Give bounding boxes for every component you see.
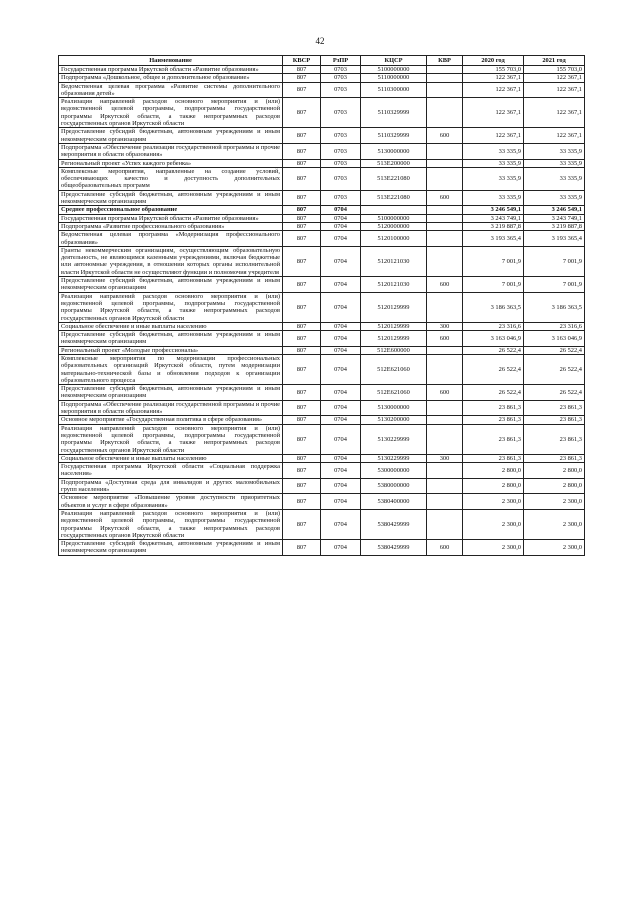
cell-y2021: 33 335,9 (524, 159, 585, 167)
cell-kcsr: 5120129999 (361, 292, 427, 322)
cell-y2021: 26 522,4 (524, 354, 585, 384)
cell-y2021: 23 861,3 (524, 454, 585, 462)
cell-kvsr: 807 (283, 277, 321, 293)
cell-rzpr: 0704 (321, 277, 361, 293)
cell-kcsr: 5380000000 (361, 478, 427, 494)
cell-kcsr: 5380429999 (361, 509, 427, 539)
cell-kvr (427, 424, 463, 454)
cell-kvsr: 807 (283, 167, 321, 190)
cell-kvsr: 807 (283, 354, 321, 384)
cell-rzpr: 0704 (321, 400, 361, 416)
cell-y2020: 122 367,1 (463, 98, 524, 128)
cell-y2021: 2 300,0 (524, 509, 585, 539)
cell-kcsr: 5300000000 (361, 463, 427, 479)
cell-kvr: 600 (427, 128, 463, 144)
cell-kvr: 300 (427, 454, 463, 462)
cell-kcsr: 512E621060 (361, 385, 427, 401)
cell-kvsr: 807 (283, 66, 321, 74)
cell-kvr (427, 206, 463, 214)
cell-y2020: 33 335,9 (463, 159, 524, 167)
cell-y2021: 155 703,0 (524, 66, 585, 74)
cell-kvr (427, 292, 463, 322)
cell-y2020: 3 246 549,1 (463, 206, 524, 214)
cell-kvsr: 807 (283, 385, 321, 401)
cell-kvr (427, 231, 463, 247)
header-kvr: КВР (427, 56, 463, 66)
cell-rzpr: 0703 (321, 66, 361, 74)
cell-name: Предоставление субсидий бюджетным, автономным учреждениям и иным некоммерческим организациям (59, 128, 283, 144)
cell-y2020: 33 335,9 (463, 167, 524, 190)
cell-y2020: 3 163 046,9 (463, 331, 524, 347)
cell-rzpr: 0703 (321, 167, 361, 190)
cell-rzpr: 0704 (321, 246, 361, 276)
cell-kvr (427, 143, 463, 159)
table-row (59, 167, 585, 190)
table-row (59, 509, 585, 539)
cell-kcsr: 513E221080 (361, 190, 427, 206)
cell-kcsr: 5110000000 (361, 74, 427, 82)
cell-kvsr: 807 (283, 322, 321, 330)
cell-kcsr: 513E200000 (361, 159, 427, 167)
cell-rzpr: 0704 (321, 331, 361, 347)
cell-name: Предоставление субсидий бюджетным, автономным учреждениям и иным некоммерческим организациям (59, 540, 283, 556)
cell-kvsr: 807 (283, 246, 321, 276)
table-header (59, 56, 585, 66)
cell-name: Основное мероприятие «Повышение уровня доступности приоритетных объектов и услуг в сфере образования» (59, 494, 283, 510)
cell-kcsr: 5380429999 (361, 540, 427, 556)
cell-rzpr: 0703 (321, 98, 361, 128)
cell-kcsr: 5120129999 (361, 322, 427, 330)
cell-kvr: 600 (427, 385, 463, 401)
cell-name: Региональный проект «Молодые профессионалы» (59, 346, 283, 354)
cell-y2020: 23 861,3 (463, 416, 524, 424)
cell-name: Среднее профессиональное образование (59, 206, 283, 214)
table-row (59, 424, 585, 454)
cell-y2021: 3 219 887,8 (524, 222, 585, 230)
cell-rzpr: 0704 (321, 354, 361, 384)
cell-kcsr: 5130000000 (361, 400, 427, 416)
cell-rzpr: 0704 (321, 509, 361, 539)
header-kvsr: КВСР (283, 56, 321, 66)
cell-rzpr: 0704 (321, 206, 361, 214)
cell-y2021: 2 300,0 (524, 540, 585, 556)
table-row (59, 494, 585, 510)
cell-name: Предоставление субсидий бюджетным, автономным учреждениям и иным некоммерческим организациям (59, 190, 283, 206)
cell-kvsr: 807 (283, 346, 321, 354)
cell-y2020: 23 316,6 (463, 322, 524, 330)
cell-y2021: 2 300,0 (524, 494, 585, 510)
cell-rzpr: 0704 (321, 346, 361, 354)
cell-kvsr: 807 (283, 222, 321, 230)
page-number: 42 (315, 36, 325, 46)
cell-y2020: 2 800,0 (463, 463, 524, 479)
cell-y2020: 7 001,9 (463, 277, 524, 293)
cell-kvsr: 807 (283, 143, 321, 159)
table-row (59, 354, 585, 384)
cell-name: Региональный проект «Успех каждого ребенка» (59, 159, 283, 167)
table-row (59, 540, 585, 556)
cell-rzpr: 0703 (321, 143, 361, 159)
cell-rzpr: 0703 (321, 74, 361, 82)
table-row (59, 463, 585, 479)
cell-rzpr: 0704 (321, 385, 361, 401)
cell-y2020: 2 300,0 (463, 540, 524, 556)
cell-rzpr: 0704 (321, 222, 361, 230)
cell-name: Предоставление субсидий бюджетным, автономным учреждениям и иным некоммерческим организациям (59, 331, 283, 347)
cell-y2021: 26 522,4 (524, 385, 585, 401)
cell-kvr (427, 416, 463, 424)
cell-kcsr: 5380400000 (361, 494, 427, 510)
cell-kcsr (361, 206, 427, 214)
cell-kvr (427, 82, 463, 98)
table-row (59, 159, 585, 167)
cell-y2021: 7 001,9 (524, 246, 585, 276)
cell-name: Реализация направлений расходов основного мероприятия и (или) ведомственной целевой программы, подпрограммы государственной программы Иркутской области, а также непрограммных расходов государственных органов Иркутской области (59, 98, 283, 128)
cell-name: Ведомственная целевая программа «Модернизация профессионального образования» (59, 231, 283, 247)
cell-y2020: 2 800,0 (463, 478, 524, 494)
cell-kvsr: 807 (283, 494, 321, 510)
cell-name: Государственная программа Иркутской области «Развитие образования» (59, 214, 283, 222)
cell-kvsr: 807 (283, 128, 321, 144)
cell-y2021: 3 246 549,1 (524, 206, 585, 214)
cell-name: Предоставление субсидий бюджетным, автономным учреждениям и иным некоммерческим организациям (59, 277, 283, 293)
cell-kvsr: 807 (283, 331, 321, 347)
cell-kvsr: 807 (283, 540, 321, 556)
cell-y2020: 2 300,0 (463, 509, 524, 539)
cell-kcsr: 5120129999 (361, 331, 427, 347)
cell-kvsr: 807 (283, 214, 321, 222)
cell-name: Гранты некоммерческим организациям, осуществляющим образовательную деятельность, не являющимся казенными учреждениями, включая бюджетные или автономные учреждения, в отношении которых органы исполнительной власти Иркутской области не осуществляют функции и полномочия учредителя (59, 246, 283, 276)
cell-kcsr: 5120121030 (361, 246, 427, 276)
cell-y2020: 3 193 365,4 (463, 231, 524, 247)
cell-kvsr: 807 (283, 509, 321, 539)
cell-kvsr: 807 (283, 400, 321, 416)
cell-y2021: 3 186 363,5 (524, 292, 585, 322)
cell-rzpr: 0704 (321, 540, 361, 556)
cell-y2021: 3 193 365,4 (524, 231, 585, 247)
cell-y2021: 33 335,9 (524, 143, 585, 159)
cell-name: Социальное обеспечение и иные выплаты населению (59, 322, 283, 330)
cell-kvsr: 807 (283, 82, 321, 98)
cell-kvr (427, 246, 463, 276)
cell-kcsr: 513E221080 (361, 167, 427, 190)
table-row (59, 231, 585, 247)
table-row (59, 292, 585, 322)
cell-name: Реализация направлений расходов основного мероприятия и (или) ведомственной целевой программы, подпрограммы государственной программы Иркутской области, а также непрограммных расходов государственных органов Иркутской области (59, 509, 283, 539)
header-2021: 2021 год (524, 56, 585, 66)
cell-kvr (427, 214, 463, 222)
cell-y2021: 23 861,3 (524, 400, 585, 416)
cell-name: Реализация направлений расходов основного мероприятия и (или) ведомственной целевой программы, подпрограммы государственной программы Иркутской области, а также непрограммных расходов государственных органов Иркутской области (59, 292, 283, 322)
cell-kvr: 300 (427, 322, 463, 330)
header-row (59, 56, 585, 66)
cell-kvr (427, 494, 463, 510)
table-row (59, 331, 585, 347)
cell-rzpr: 0704 (321, 416, 361, 424)
header-name: Наименование (59, 56, 283, 66)
cell-kvr: 600 (427, 277, 463, 293)
table-row (59, 322, 585, 330)
cell-rzpr: 0704 (321, 494, 361, 510)
table-row (59, 416, 585, 424)
cell-name: Предоставление субсидий бюджетным, автономным учреждениям и иным некоммерческим организациям (59, 385, 283, 401)
cell-y2021: 2 800,0 (524, 463, 585, 479)
cell-kvr (427, 167, 463, 190)
table-row (59, 82, 585, 98)
cell-y2020: 3 186 363,5 (463, 292, 524, 322)
cell-kcsr: 5120100000 (361, 231, 427, 247)
cell-rzpr: 0704 (321, 231, 361, 247)
cell-rzpr: 0704 (321, 424, 361, 454)
cell-name: Подпрограмма «Дошкольное, общее и дополнительное образование» (59, 74, 283, 82)
cell-kcsr: 5120000000 (361, 222, 427, 230)
table-row (59, 74, 585, 82)
cell-name: Комплексные мероприятия, направленные на создание условий, обеспечивающих качество и доступность дополнительных общеобразовательных программ (59, 167, 283, 190)
cell-kvsr: 807 (283, 292, 321, 322)
cell-kvsr: 807 (283, 190, 321, 206)
cell-rzpr: 0703 (321, 82, 361, 98)
cell-kcsr: 5100000000 (361, 214, 427, 222)
cell-y2021: 23 316,6 (524, 322, 585, 330)
cell-y2020: 3 219 887,8 (463, 222, 524, 230)
cell-y2020: 26 522,4 (463, 346, 524, 354)
cell-kcsr: 5120121030 (361, 277, 427, 293)
cell-kcsr: 512E621060 (361, 354, 427, 384)
cell-rzpr: 0704 (321, 322, 361, 330)
cell-y2020: 23 861,3 (463, 454, 524, 462)
cell-kvr (427, 346, 463, 354)
cell-kvr (427, 509, 463, 539)
cell-kcsr: 5110300000 (361, 82, 427, 98)
cell-rzpr: 0703 (321, 128, 361, 144)
cell-name: Государственная программа Иркутской области «Развитие образования» (59, 66, 283, 74)
cell-kcsr: 5110329999 (361, 98, 427, 128)
cell-kcsr: 5130229999 (361, 424, 427, 454)
cell-y2020: 23 861,3 (463, 400, 524, 416)
cell-kcsr: 5130229999 (361, 454, 427, 462)
budget-table (58, 55, 585, 556)
cell-name: Подпрограмма «Доступная среда для инвалидов и других маломобильных групп населения» (59, 478, 283, 494)
cell-y2021: 33 335,9 (524, 167, 585, 190)
cell-y2020: 122 367,1 (463, 82, 524, 98)
table-body (59, 66, 585, 556)
cell-kvsr: 807 (283, 74, 321, 82)
cell-kvr (427, 66, 463, 74)
cell-y2021: 122 367,1 (524, 82, 585, 98)
table-row (59, 98, 585, 128)
cell-kvsr: 807 (283, 231, 321, 247)
cell-rzpr: 0704 (321, 454, 361, 462)
cell-kvr (427, 222, 463, 230)
cell-kvr (427, 74, 463, 82)
table-row (59, 246, 585, 276)
cell-kvr: 600 (427, 331, 463, 347)
cell-name: Подпрограмма «Обеспечение реализации государственной программы и прочие мероприятия в области образования» (59, 400, 283, 416)
header-2020: 2020 год (463, 56, 524, 66)
cell-rzpr: 0704 (321, 478, 361, 494)
cell-y2020: 155 703,0 (463, 66, 524, 74)
table-row (59, 400, 585, 416)
table-row (59, 214, 585, 222)
table-row (59, 128, 585, 144)
cell-kvr (427, 400, 463, 416)
table-row (59, 206, 585, 214)
cell-y2021: 23 861,3 (524, 416, 585, 424)
cell-kvsr: 807 (283, 463, 321, 479)
cell-y2021: 3 163 046,9 (524, 331, 585, 347)
cell-rzpr: 0704 (321, 292, 361, 322)
cell-y2021: 2 800,0 (524, 478, 585, 494)
cell-name: Государственная программа Иркутской области «Социальная поддержка населения» (59, 463, 283, 479)
cell-name: Подпрограмма «Обеспечение реализации государственной программы и прочие мероприятия в области образования» (59, 143, 283, 159)
table-row (59, 478, 585, 494)
cell-name: Реализация направлений расходов основного мероприятия и (или) ведомственной целевой программы, подпрограммы государственной программы Иркутской области, а также непрограммных расходов государственных органов Иркутской области (59, 424, 283, 454)
cell-rzpr: 0704 (321, 463, 361, 479)
cell-kcsr: 5100000000 (361, 66, 427, 74)
cell-y2021: 122 367,1 (524, 98, 585, 128)
cell-y2020: 33 335,9 (463, 143, 524, 159)
cell-y2021: 23 861,3 (524, 424, 585, 454)
cell-y2020: 26 522,4 (463, 354, 524, 384)
table-row (59, 385, 585, 401)
cell-kcsr: 512E600000 (361, 346, 427, 354)
header-rzpr: РзПР (321, 56, 361, 66)
cell-kvsr: 807 (283, 416, 321, 424)
table-row (59, 143, 585, 159)
cell-kvr (427, 478, 463, 494)
cell-kvr (427, 354, 463, 384)
table-row (59, 222, 585, 230)
cell-y2020: 33 335,9 (463, 190, 524, 206)
cell-name: Основное мероприятие «Государственная политика в сфере образования» (59, 416, 283, 424)
cell-kvsr: 807 (283, 424, 321, 454)
cell-rzpr: 0703 (321, 190, 361, 206)
cell-rzpr: 0703 (321, 159, 361, 167)
cell-kvsr: 807 (283, 478, 321, 494)
cell-y2021: 122 367,1 (524, 74, 585, 82)
cell-kvr (427, 463, 463, 479)
cell-kvsr: 807 (283, 159, 321, 167)
cell-y2020: 7 001,9 (463, 246, 524, 276)
cell-y2021: 26 522,4 (524, 346, 585, 354)
cell-name: Комплексные мероприятия по модернизации профессиональных образовательных организаций Иркутской области, путем модернизации материально-технической базы и обновления подходов к организации образовательного процесса (59, 354, 283, 384)
cell-kvr: 600 (427, 190, 463, 206)
cell-name: Ведомственная целевая программа «Развитие системы дополнительного образования детей» (59, 82, 283, 98)
cell-y2021: 7 001,9 (524, 277, 585, 293)
cell-y2021: 122 367,1 (524, 128, 585, 144)
table-row (59, 454, 585, 462)
cell-y2021: 33 335,9 (524, 190, 585, 206)
cell-kcsr: 5110329999 (361, 128, 427, 144)
table-row (59, 277, 585, 293)
cell-kvsr: 807 (283, 98, 321, 128)
cell-name: Подпрограмма «Развитие профессионального образования» (59, 222, 283, 230)
cell-y2020: 26 522,4 (463, 385, 524, 401)
cell-kvsr: 807 (283, 454, 321, 462)
cell-y2020: 3 243 749,1 (463, 214, 524, 222)
cell-name: Социальное обеспечение и иные выплаты населению (59, 454, 283, 462)
cell-kvsr: 807 (283, 206, 321, 214)
cell-y2021: 3 243 749,1 (524, 214, 585, 222)
header-kcsr: КЦСР (361, 56, 427, 66)
cell-y2020: 2 300,0 (463, 494, 524, 510)
table-row (59, 66, 585, 74)
cell-kcsr: 5130000000 (361, 143, 427, 159)
cell-kvr: 600 (427, 540, 463, 556)
cell-kvr (427, 159, 463, 167)
cell-y2020: 23 861,3 (463, 424, 524, 454)
table-row (59, 346, 585, 354)
cell-y2020: 122 367,1 (463, 128, 524, 144)
cell-kvr (427, 98, 463, 128)
cell-kcsr: 5130200000 (361, 416, 427, 424)
cell-rzpr: 0704 (321, 214, 361, 222)
table-row (59, 190, 585, 206)
cell-y2020: 122 367,1 (463, 74, 524, 82)
